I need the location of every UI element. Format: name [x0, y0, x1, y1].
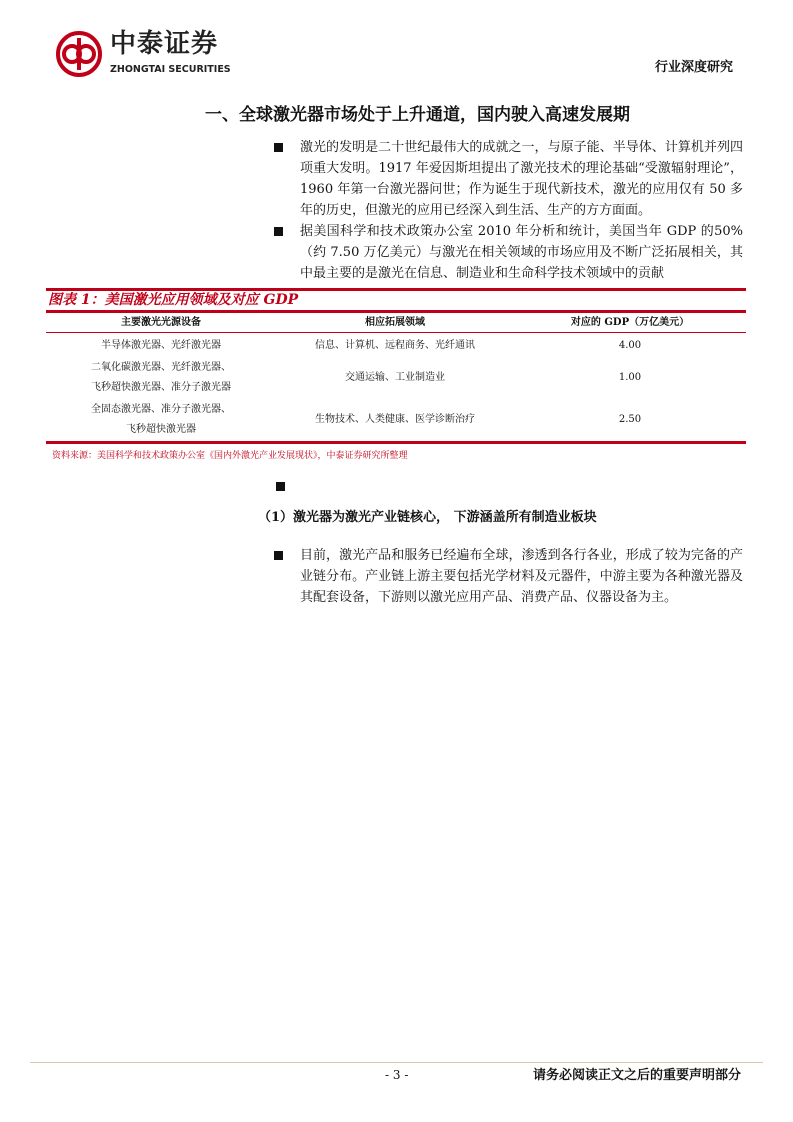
table-title: 图表 1：美国激光应用领域及对应 GDP	[48, 292, 299, 308]
cell-gdp: 2.50	[618, 414, 642, 425]
table-header	[46, 313, 746, 333]
cell-gdp: 4.00	[618, 339, 642, 351]
paragraph-block-2	[300, 221, 743, 284]
cell-line: 飞秒超快激光器、准分子激光器	[91, 382, 231, 393]
cell-devices	[46, 400, 276, 440]
page-number: - 3 -	[385, 1068, 409, 1082]
cell-line: 全固态激光器、准分子激光器、	[91, 404, 231, 415]
table-rule	[46, 441, 746, 444]
zhongtai-logo-icon	[55, 30, 103, 78]
cell-line: 飞秒超快激光器	[126, 424, 196, 435]
bullet-icon	[274, 551, 283, 560]
bullet-icon	[274, 143, 283, 152]
table-row	[46, 333, 746, 357]
figure-table	[46, 288, 746, 444]
footer-divider	[30, 1062, 763, 1063]
logo-text-cn: 中泰证券	[110, 29, 219, 59]
logo-text-en: ZHONGTAI SECURITIES	[110, 64, 231, 75]
section-title: 一、全球激光器市场处于上升通道，国内驶入高速发展期	[205, 105, 630, 125]
table-source: 资料来源：美国科学和技术政策办公室《国内外激光产业发展现状》，中泰证券研究所整理	[52, 451, 408, 461]
header-devices: 主要激光光源设备	[121, 317, 201, 328]
table-row	[46, 399, 746, 441]
report-type: 行业深度研究	[654, 60, 733, 75]
paragraph-1: 激光的发明是二十世纪最伟大的成就之一，与原子能、半导体、计算机并列四项重大发明。1917 年爱因斯坦提出了激光技术的理论基础“受激辐射理论”，1960 年第一台激光器问世；作为诞生于现代新技术，激光的应用仅有 50 多年的历史，但激光的应用已经深入到生活、生产的方方面面。	[300, 140, 743, 218]
cell-devices	[46, 358, 276, 398]
paragraph-block-1	[300, 137, 743, 221]
cell-field: 信息、计算机、远程商务、光纤通讯	[315, 339, 475, 351]
bullet-icon	[276, 482, 285, 491]
cell-gdp: 1.00	[618, 372, 642, 383]
paragraph-3: 目前，激光产品和服务已经遍布全球，渗透到各行各业，形成了较为完备的产业链分布。产业链上游主要包括光学材料及元器件，中游主要为各种激光器及其配套设备，下游则以激光应用产品、消费产品、仪器设备为主。	[300, 548, 743, 605]
paragraph-block-3	[300, 545, 743, 608]
cell-line: 二氧化碳激光器、光纤激光器、	[91, 362, 231, 373]
footer-disclaimer: 请务必阅读正文之后的重要声明部分	[532, 1068, 741, 1083]
header-field: 相应拓展领域	[365, 317, 425, 328]
cell-devices: 半导体激光器、光纤激光器	[101, 339, 221, 351]
table-row	[46, 357, 746, 399]
cell-field: 生物技术、人类健康、医学诊断治疗	[315, 414, 475, 425]
cell-field: 交通运输、工业制造业	[345, 372, 445, 383]
subheading: （1）激光器为激光产业链核心， 下游涵盖所有制造业板块	[258, 510, 597, 525]
header-gdp: 对应的 GDP（万亿美元）	[570, 317, 690, 328]
body-content	[0, 137, 793, 608]
bullet-icon	[274, 227, 283, 236]
paragraph-2: 据美国科学和技术政策办公室 2010 年分析和统计，美国当年 GDP 的50%（约 7.50 万亿美元）与激光在相关领域的市场应用及不断广泛拓展相关，其中最主要的是激光在信息、制造业和生命科学技术领域中的贡献	[300, 224, 743, 281]
